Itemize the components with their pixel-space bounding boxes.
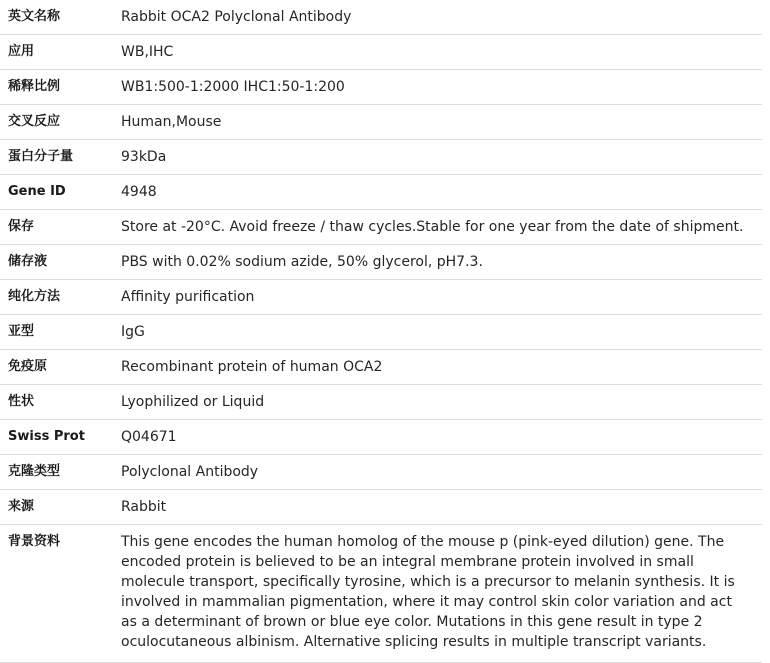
row-label: 应用 [0,35,113,70]
spec-row-isotype [0,315,762,350]
background-description: This gene encodes the human homolog of the mouse p (pink-eyed dilution) gene. The encoded protein is believed to be an integral membrane protein involved in small molecule transport, specifically tyrosine, which is a precursor to melanin synthesis. It is involved in mammalian pigmentation, where it may control skin color variation and act as a determinant of brown or blue eye color. Mutations in this gene result in type 2 oculocutaneous albinism. Alternative splicing results in multiple transcript variants. [113,525,762,663]
row-label: 来源 [0,490,113,525]
row-label: 性状 [0,385,113,420]
row-value: Rabbit OCA2 Polyclonal Antibody [113,0,762,35]
row-label: 亚型 [0,315,113,350]
row-value: Rabbit [113,490,762,525]
spec-row-buffer [0,245,762,280]
row-value: 4948 [113,175,762,210]
row-label: Gene ID [0,175,113,210]
row-value: Recombinant protein of human OCA2 [113,350,762,385]
spec-row-immunogen [0,350,762,385]
row-label: 储存液 [0,245,113,280]
row-label: 克隆类型 [0,455,113,490]
spec-row-host [0,490,762,525]
row-label: 纯化方法 [0,280,113,315]
spec-row-reactivity [0,105,762,140]
row-label: 免疫原 [0,350,113,385]
row-label: 交叉反应 [0,105,113,140]
row-label: 英文名称 [0,0,113,35]
spec-row-application [0,35,762,70]
row-value: IgG [113,315,762,350]
row-value: Polyclonal Antibody [113,455,762,490]
row-label: 背景资料 [0,525,113,663]
spec-row-form [0,385,762,420]
row-value: PBS with 0.02% sodium azide, 50% glycerol, pH7.3. [113,245,762,280]
spec-row-gene-id [0,175,762,210]
row-label: 蛋白分子量 [0,140,113,175]
row-value: Store at -20°C. Avoid freeze / thaw cycles.Stable for one year from the date of shipment. [113,210,762,245]
spec-row-dilution [0,70,762,105]
spec-row-swiss-prot [0,420,762,455]
row-label: Swiss Prot [0,420,113,455]
row-value: Affinity purification [113,280,762,315]
spec-row-background [0,525,762,663]
row-value: WB,IHC [113,35,762,70]
spec-row-purification [0,280,762,315]
row-label: 保存 [0,210,113,245]
spec-row-clonality [0,455,762,490]
row-value: Q04671 [113,420,762,455]
spec-row-english-name [0,0,762,35]
row-label: 稀释比例 [0,70,113,105]
row-value: Human,Mouse [113,105,762,140]
row-value: WB1:500-1:2000 IHC1:50-1:200 [113,70,762,105]
spec-row-storage [0,210,762,245]
row-value: 93kDa [113,140,762,175]
spec-row-molecular-weight [0,140,762,175]
row-value: Lyophilized or Liquid [113,385,762,420]
